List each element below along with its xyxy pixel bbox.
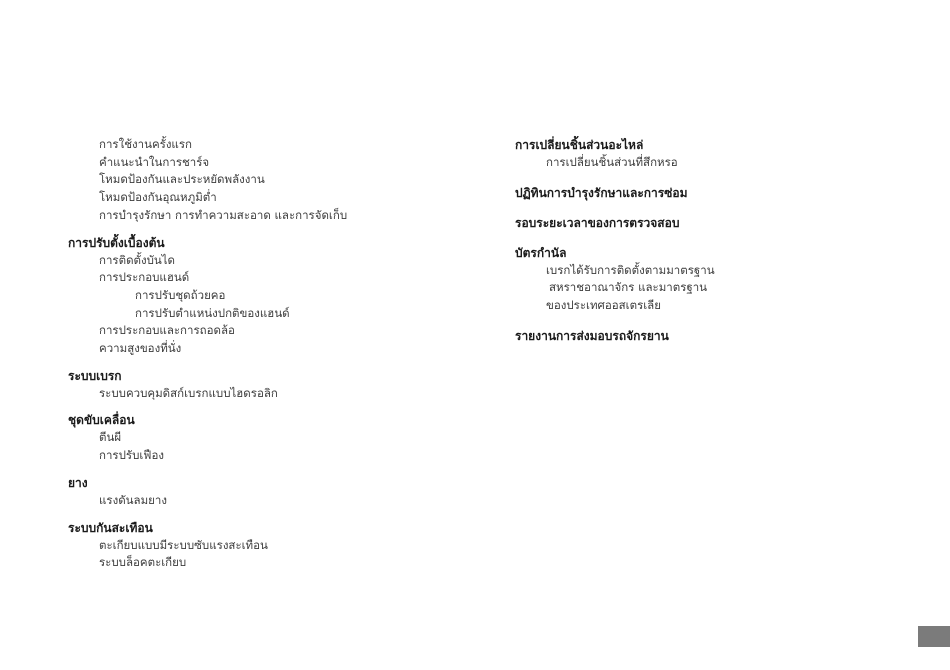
toc-item-brake-standard-3[interactable]: ของประเทศออสเตรเลีย [546,298,661,313]
toc-section-drivetrain [68,411,468,464]
toc-right-column [515,136,915,345]
toc-section-inspection-intervals [515,214,915,232]
toc-section-tires [68,474,468,510]
toc-item-hydraulic-disc[interactable]: ระบบควบคุมดิสก์เบรกแบบไฮดรอลิก [99,385,278,400]
toc-section-suspension [68,519,468,572]
toc-section-delivery-report [515,327,915,345]
toc-item-tire-pressure[interactable]: แรงดันลมยาง [99,492,167,507]
toc-section-maintenance-calendar [515,184,915,202]
toc-item-maintenance-storage[interactable]: การบำรุงรักษา การทำความสะอาด และการจัดเก็บ [99,207,348,222]
toc-item-gear-adjust[interactable]: การปรับเฟือง [99,448,164,463]
toc-item-protection-mode[interactable]: โหมดป้องกันและประหยัดพลังงาน [99,172,265,187]
toc-item-pedal-install[interactable]: การติดตั้งบันได [99,252,176,267]
toc-heading-brakes[interactable]: ระบบเบรก [68,368,122,383]
toc-section-voucher [515,244,915,315]
toc-heading-tires[interactable]: ยาง [68,475,88,490]
toc-item-brake-standard-2[interactable]: สหราชอาณาจักร และมาตรฐาน [549,280,708,295]
toc-item-derailleur[interactable]: ตีนผี [99,430,122,445]
toc-item-headset-adjust[interactable]: การปรับชุดถ้วยคอ [135,287,226,302]
toc-item-first-use[interactable]: การใช้งานครั้งแรก [99,137,192,151]
toc-item-brake-standard-1[interactable]: เบรกได้รับการติดตั้งตามมาตรฐาน [546,262,715,277]
toc-heading-suspension[interactable]: ระบบกันสะเทือน [68,520,153,535]
toc-heading-voucher[interactable]: บัตรกำนัล [515,245,567,260]
page-corner-tab [918,626,950,647]
toc-section-basic-setup [68,234,468,358]
toc-item-wear-parts[interactable]: การเปลี่ยนชิ้นส่วนที่สึกหรอ [546,155,678,169]
toc-section-brakes [68,367,468,403]
toc-heading-maintenance-calendar[interactable]: ปฏิทินการบำรุงรักษาและการซ่อม [515,185,688,200]
toc-heading-parts-replacement[interactable]: การเปลี่ยนชิ้นส่วนอะไหล่ [515,138,644,152]
toc-item-low-temp-mode[interactable]: โหมดป้องกันอุณหภูมิต่ำ [99,190,217,205]
toc-item-handlebar-assembly[interactable]: การประกอบแฮนด์ [99,270,190,285]
toc-heading-delivery-report[interactable]: รายงานการส่งมอบรถจักรยาน [515,328,669,343]
toc-item-wheel-assembly[interactable]: การประกอบและการถอดล้อ [99,323,235,338]
toc-heading-drivetrain[interactable]: ชุดขับเคลื่อน [68,413,135,428]
toc-item-fork-lockout[interactable]: ระบบล็อคตะเกียบ [99,555,187,570]
toc-intro-section [68,136,468,225]
toc-item-charging-advice[interactable]: คำแนะนำในการชาร์จ [99,154,210,169]
toc-item-suspension-fork[interactable]: ตะเกียบแบบมีระบบซับแรงสะเทือน [99,537,268,552]
toc-item-handlebar-position[interactable]: การปรับตำแหน่งปกติของแฮนด์ [135,305,290,320]
toc-heading-inspection-intervals[interactable]: รอบระยะเวลาของการตรวจสอบ [515,215,680,230]
toc-section-parts-replacement [515,136,915,172]
toc-item-seat-height[interactable]: ความสูงของที่นั่ง [99,341,182,356]
toc-heading-basic-setup[interactable]: การปรับตั้งเบื้องต้น [68,235,165,250]
toc-left-column [68,136,468,572]
